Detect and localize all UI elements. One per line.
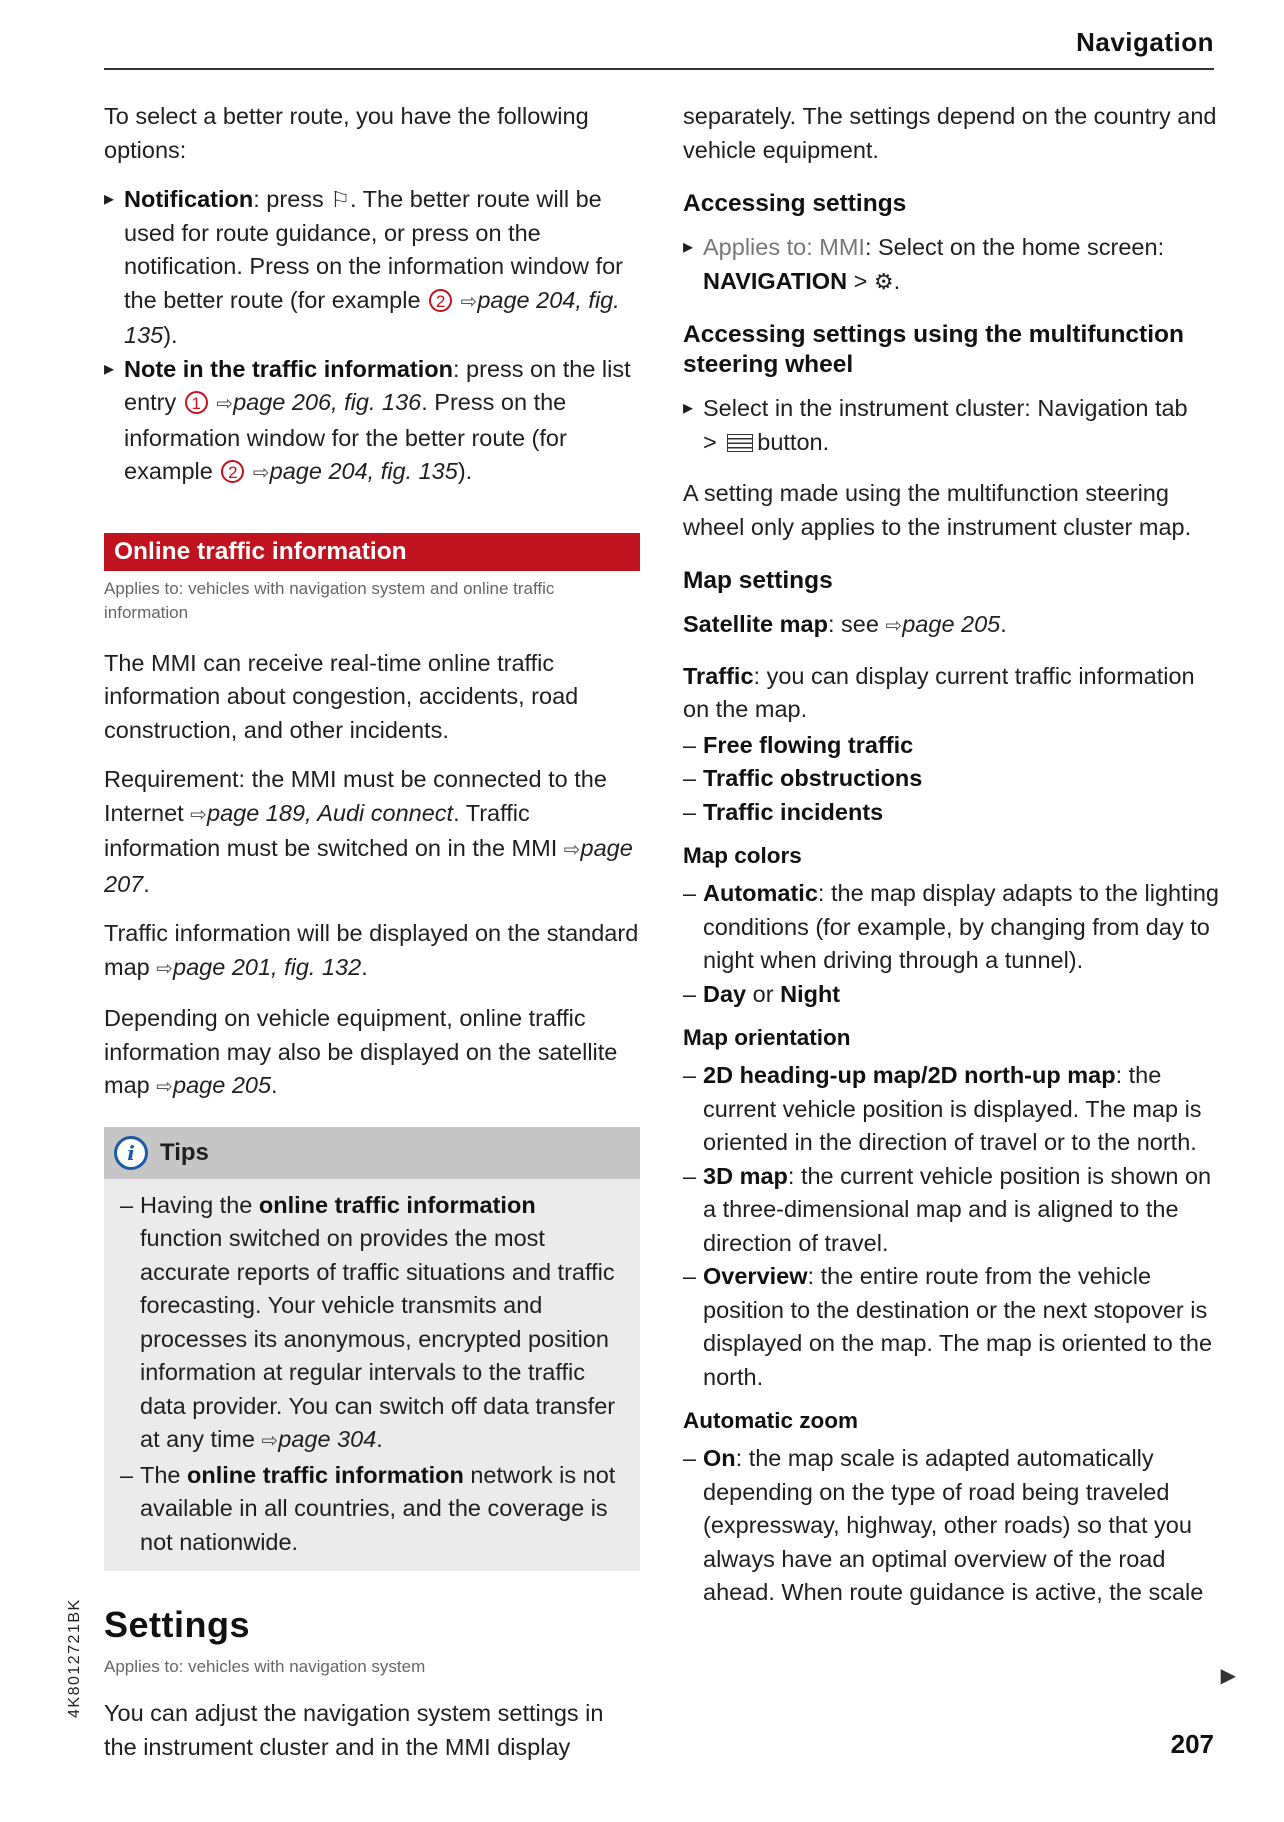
tip-item: [120, 1189, 620, 1459]
continue-arrow-icon: ▶: [1220, 1665, 1236, 1687]
settings-gear-icon: ⚙: [873, 268, 894, 294]
traffic-setting: [683, 660, 1223, 727]
text: .: [143, 870, 150, 897]
traffic-options: [683, 729, 1223, 830]
traffic-option: [683, 796, 1223, 830]
text-bold: Overview: [703, 1263, 808, 1289]
option-traffic-note-label: Note in the traffic information: [124, 355, 453, 382]
section-title-online-traffic: Online traffic information: [104, 533, 640, 571]
text-bold: Automatic: [703, 880, 818, 906]
text: : Select on the home screen:: [864, 234, 1165, 260]
page-reference[interactable]: page 304: [278, 1426, 377, 1452]
standard-map-paragraph: [104, 917, 640, 986]
ref-arrow-icon: ⇨: [156, 1076, 174, 1098]
text: button.: [757, 428, 830, 455]
mfsw-steps: [683, 392, 1223, 459]
ref-arrow-icon: ⇨: [252, 462, 270, 484]
text: : see: [827, 611, 886, 637]
text: .: [271, 1072, 278, 1098]
flag-icon: ⚐: [330, 187, 351, 212]
ref-arrow-icon: ⇨: [156, 957, 174, 980]
zoom-option: [683, 1442, 1223, 1610]
info-icon: i: [114, 1136, 148, 1170]
ref-arrow-icon: ⇨: [190, 803, 207, 826]
left-column: [104, 100, 640, 1780]
right-column: [683, 100, 1223, 1626]
page-reference[interactable]: page 204, fig. 135: [269, 458, 458, 484]
orientation-option: [683, 1160, 1223, 1261]
text: Having the: [140, 1191, 259, 1218]
text-bold: Day: [703, 980, 747, 1007]
text: ).: [163, 322, 178, 348]
text-bold: Traffic: [683, 662, 754, 689]
text: .: [361, 953, 368, 980]
ref-arrow-icon: ⇨: [216, 393, 234, 415]
intro-paragraph: To select a better route, you have the following options:: [104, 103, 589, 163]
menu-path-navigation: NAVIGATION: [703, 267, 848, 294]
text: ).: [457, 458, 473, 484]
option-notification-label: Notification: [124, 186, 254, 212]
text: network is not available in all countries, and the coverage is not nationwide.: [140, 1461, 616, 1555]
requirement-paragraph: [104, 763, 640, 901]
heading-map-colors: Map colors: [683, 843, 802, 868]
menu-list-icon: [727, 434, 753, 452]
heading-accessing-settings: Accessing settings: [683, 190, 907, 217]
text-bold: Night: [780, 980, 841, 1007]
text: .: [376, 1426, 383, 1452]
page-reference[interactable]: page 204, fig. 135: [124, 286, 620, 348]
satellite-map-paragraph: [104, 1002, 640, 1105]
callout-number: 2: [221, 460, 244, 483]
text-bold: 3D map: [703, 1162, 788, 1189]
settings-heading: Settings: [104, 1604, 251, 1645]
page-reference[interactable]: page 206, fig. 136: [233, 389, 422, 415]
applies-inline: Applies to: MMI: [703, 234, 865, 260]
heading-mfsw: Accessing settings using the multifunction steering wheel: [683, 321, 1184, 378]
document-code: 4K8012721BK: [66, 1598, 83, 1718]
text: function switched on provides the most accurate reports of traffic situations and traffic forecasting. Your vehicle transmits and processes its anonymous, encrypted position information at regular intervals to the traffic data provider. You can switch off data transfer at any time: [140, 1225, 616, 1452]
page-reference[interactable]: page 205: [173, 1072, 272, 1098]
map-orientation-options: [683, 1059, 1223, 1394]
map-color-option: [683, 877, 1223, 978]
continued-paragraph: separately. The settings depend on the country and vehicle equipment.: [683, 103, 1217, 163]
orientation-option: [683, 1059, 1223, 1160]
text: : the entire route from the vehicle position to the destination or the next stopover is displayed on the map. The map is oriented to the north.: [703, 1263, 1213, 1390]
map-color-option: [683, 978, 1223, 1012]
text: : the current vehicle position is displayed. The map is oriented in the direction of travel or to the north.: [703, 1062, 1202, 1155]
satellite-map-setting: Satellite map: see ⇨page 205.: [683, 611, 1007, 637]
text-bold: On: [703, 1445, 736, 1471]
text-bold: Traffic incidents: [703, 798, 884, 825]
traffic-option: [683, 762, 1223, 796]
ref-arrow-icon: ⇨: [563, 839, 581, 861]
text: Requirement: the MMI must be connected to the Internet: [104, 766, 607, 826]
text-bold: Free flowing traffic: [703, 731, 914, 758]
text-bold: 2D heading-up map/2D north-up map: [703, 1062, 1116, 1088]
settings-paragraph: You can adjust the navigation system settings in the instrument cluster and in the MMI display: [104, 1700, 604, 1760]
text: Select in the instrument cluster: Navigation tab: [703, 395, 1188, 421]
page-reference[interactable]: page 189, Audi connect: [207, 799, 454, 826]
text: : the map scale is adapted automatically depending on the type of road being traveled (expressway, highway, other roads) so that you always have an optimal overview of the road ahead. When route guidance is active, the scale: [703, 1445, 1204, 1605]
text: Traffic information will be displayed on the standard map: [104, 920, 639, 980]
page-header-title: Navigation: [1076, 27, 1214, 57]
tips-box: [104, 1127, 640, 1572]
tips-title: Tips: [160, 1138, 209, 1166]
traffic-option: [683, 729, 1223, 763]
heading-map-orientation: Map orientation: [683, 1025, 851, 1050]
online-traffic-paragraph: The MMI can receive real-time online traffic information about congestion, accidents, road construction, and other incidents.: [104, 649, 579, 743]
text: . The better route will be used for route guidance, or press on the notification. Press on the information window for the better route (for example: [124, 186, 623, 313]
access-step: ▸ Applies to: MMI: Select on the home screen: NAVIGATION > ⚙.: [683, 231, 1223, 298]
text: : you can display current traffic information on the map.: [683, 662, 1195, 722]
heading-automatic-zoom: Automatic zoom: [683, 1408, 859, 1433]
option-notification: [104, 183, 640, 353]
page-reference[interactable]: page 201, fig. 132: [173, 953, 362, 980]
mfsw-paragraph: A setting made using the multifunction steering wheel only applies to the instrument cluster map.: [683, 480, 1192, 540]
mfsw-step: ▸ Select in the instrument cluster: Navigation tab > button.: [683, 392, 1223, 459]
orientation-option: [683, 1260, 1223, 1394]
tips-header: [104, 1127, 640, 1179]
text-bold: Satellite map: [683, 611, 828, 637]
tips-list: [104, 1189, 640, 1560]
text-bold: online traffic information: [258, 1191, 536, 1218]
callout-number: 1: [185, 391, 208, 414]
map-colors-options: [683, 877, 1223, 1011]
page-reference[interactable]: page 207: [104, 835, 633, 897]
access-steps: [683, 231, 1223, 298]
text-bold: online traffic information: [187, 1461, 464, 1488]
text: or: [746, 980, 781, 1007]
ref-arrow-icon: ⇨: [261, 1430, 279, 1452]
text: : the current vehicle position is shown on a three-dimensional map and is aligned to the direction of travel.: [703, 1162, 1212, 1256]
text: . Press on the information window for the better route (for example: [124, 389, 567, 484]
page-reference[interactable]: page 205: [902, 611, 1001, 637]
heading-map-settings: Map settings: [683, 567, 833, 594]
text: : press: [253, 186, 331, 212]
text: : press on the list entry: [124, 355, 631, 415]
zoom-options: [683, 1442, 1223, 1610]
text: . Traffic information must be switched on in the MMI: [104, 799, 564, 861]
text: : the map display adapts to the lighting conditions (for example, by changing from day to night when driving through a tunnel).: [703, 880, 1219, 973]
options-list: [104, 183, 640, 491]
tip-item: [120, 1459, 620, 1560]
page-number: 207: [1170, 1729, 1214, 1759]
text: Depending on vehicle equipment, online traffic information may also be displayed on the satellite map: [104, 1005, 618, 1098]
ref-arrow-icon: ⇨: [460, 290, 478, 313]
option-traffic-note: [104, 353, 640, 491]
callout-number: 2: [429, 289, 452, 312]
ref-arrow-icon: ⇨: [885, 615, 903, 637]
section-applies-to: Applies to: vehicles with navigation system and online traffic information: [104, 578, 555, 622]
text: The: [140, 1461, 188, 1488]
settings-applies-to: Applies to: vehicles with navigation system: [104, 1657, 426, 1676]
text-bold: Traffic obstructions: [703, 765, 923, 791]
header-divider: [104, 68, 1214, 70]
